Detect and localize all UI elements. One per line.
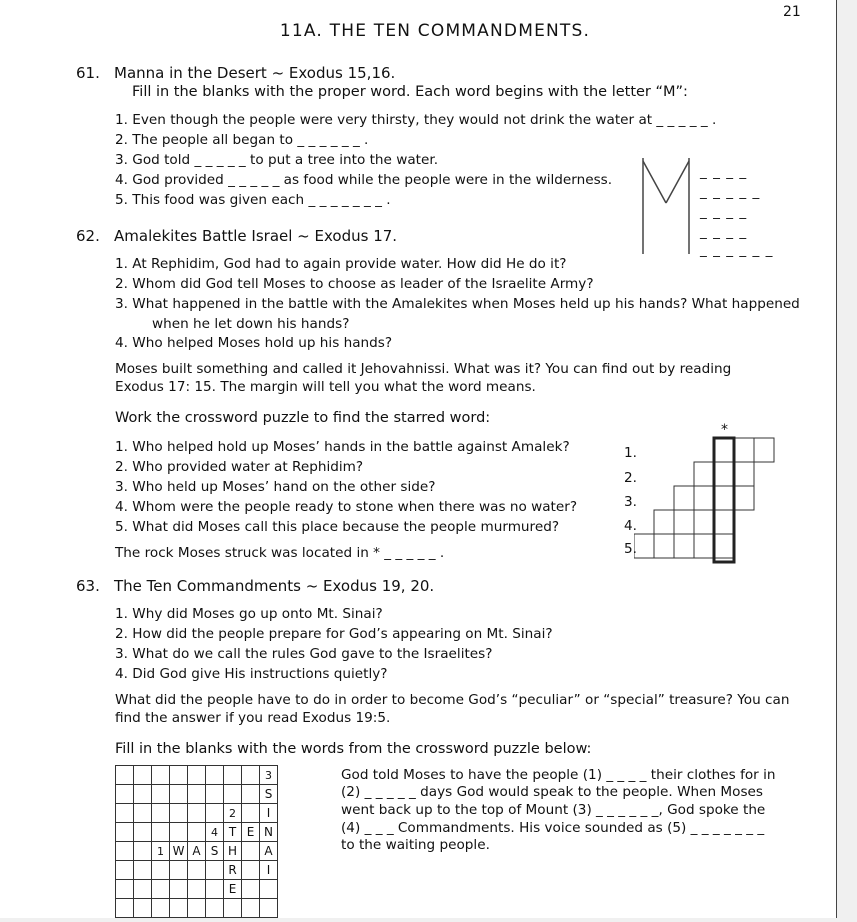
rock-question: The rock Moses struck was located in * _ _ _ _ _ . — [115, 545, 445, 561]
m-letter-graphic — [640, 158, 696, 258]
grid-cell — [224, 899, 242, 918]
grid-cell — [242, 861, 260, 880]
paragraph: Exodus 17: 15. The margin will tell you what the word means. — [115, 379, 536, 395]
grid-cell: S — [260, 785, 278, 804]
grid-cell: A — [260, 842, 278, 861]
grid-cell — [188, 861, 206, 880]
grid-cell — [134, 823, 152, 842]
section-title: The Ten Commandments ~ Exodus 19, 20. — [114, 577, 435, 595]
crossword-clue: 3. Who held up Moses’ hand on the other side? — [115, 479, 436, 495]
grid-row-number: 1. — [624, 445, 637, 461]
grid-cell: 1 — [152, 842, 170, 861]
grid-cell — [188, 804, 206, 823]
grid-cell — [152, 823, 170, 842]
question-item: 2. The people all began to _ _ _ _ _ _ . — [115, 132, 369, 148]
grid-cell — [152, 785, 170, 804]
grid-cell: E — [224, 880, 242, 899]
commandments-crossword-grid — [115, 765, 278, 918]
grid-row — [116, 766, 278, 785]
crossword-clue: 1. Who helped hold up Moses’ hands in the battle against Amalek? — [115, 439, 570, 455]
question-item: 4. Who helped Moses hold up his hands? — [115, 335, 393, 351]
grid-cell — [206, 804, 224, 823]
grid-cell — [206, 861, 224, 880]
section-61-heading — [76, 64, 395, 82]
grid-cell — [170, 766, 188, 785]
grid-cell — [170, 804, 188, 823]
grid-cell — [206, 880, 224, 899]
grid-cell — [116, 880, 134, 899]
grid-cell — [188, 899, 206, 918]
grid-cell — [116, 842, 134, 861]
fill-heading: Fill in the blanks with the words from the crossword puzzle below: — [115, 741, 592, 757]
grid-row-number: 2. — [624, 470, 637, 486]
page-title: 11A. THE TEN COMMANDMENTS. — [279, 21, 591, 41]
grid-cell: H — [224, 842, 242, 861]
grid-cell: R — [224, 861, 242, 880]
question-item: 3. What do we call the rules God gave to the Israelites? — [115, 646, 493, 662]
section-title: Amalekites Battle Israel ~ Exodus 17. — [114, 227, 398, 245]
crossword-clue: 5. What did Moses call this place because the people murmured? — [115, 519, 560, 535]
m-blank: _ _ _ _ — [700, 164, 748, 180]
question-item: 3. What happened in the battle with the Amalekites when Moses held up his hands? What happened — [115, 296, 800, 312]
grid-cell — [116, 785, 134, 804]
grid-cell — [116, 804, 134, 823]
grid-cell — [260, 880, 278, 899]
grid-cell — [152, 861, 170, 880]
grid-cell — [242, 785, 260, 804]
grid-cell — [188, 823, 206, 842]
grid-cell — [116, 823, 134, 842]
question-item: 5. This food was given each _ _ _ _ _ _ _ . — [115, 192, 391, 208]
grid-cell — [134, 766, 152, 785]
question-item-continued: when he let down his hands? — [152, 316, 350, 332]
grid-cell — [152, 899, 170, 918]
grid-cell — [134, 804, 152, 823]
grid-cell — [242, 804, 260, 823]
grid-cell — [134, 785, 152, 804]
grid-row-number: 4. — [624, 518, 637, 534]
grid-cell — [134, 842, 152, 861]
grid-cell — [206, 766, 224, 785]
question-item: 1. Why did Moses go up onto Mt. Sinai? — [115, 606, 383, 622]
grid-cell — [224, 766, 242, 785]
paragraph: Moses built something and called it Jehovahnissi. What was it? You can find out by reading — [115, 361, 732, 377]
grid-cell — [152, 880, 170, 899]
grid-cell — [152, 766, 170, 785]
grid-cell — [134, 861, 152, 880]
grid-cell — [116, 766, 134, 785]
grid-cell: T — [224, 823, 242, 842]
star-marker: * — [721, 422, 728, 438]
grid-cell: N — [260, 823, 278, 842]
page-number: 21 — [783, 4, 801, 20]
question-item: 1. Even though the people were very thirsty, they would not drink the water at _ _ _ _ _ . — [115, 112, 717, 128]
fill-text-line: went back up to the top of Mount (3) _ _ _ _ _ _, God spoke the — [341, 802, 766, 818]
grid-cell — [188, 766, 206, 785]
grid-cell: 2 — [224, 804, 242, 823]
grid-cell: A — [188, 842, 206, 861]
crossword-clue: 2. Who provided water at Rephidim? — [115, 459, 364, 475]
fill-text-line: (4) _ _ _ Commandments. His voice sounded as (5) _ _ _ _ _ _ _ — [341, 820, 765, 836]
grid-cell — [170, 880, 188, 899]
grid-cell: W — [170, 842, 188, 861]
fill-text-line: to the waiting people. — [341, 837, 490, 853]
grid-row — [116, 842, 278, 861]
grid-row — [116, 804, 278, 823]
question-item: 3. God told _ _ _ _ _ to put a tree into the water. — [115, 152, 439, 168]
grid-cell: 4 — [206, 823, 224, 842]
grid-cell — [242, 880, 260, 899]
grid-row-number: 5. — [624, 541, 637, 557]
question-item: 2. Whom did God tell Moses to choose as leader of the Israelite Army? — [115, 276, 594, 292]
grid-cell — [134, 899, 152, 918]
section-62-heading — [76, 227, 397, 245]
grid-cell — [206, 899, 224, 918]
grid-row — [116, 861, 278, 880]
grid-row-number: 3. — [624, 494, 637, 510]
question-item: 2. How did the people prepare for God’s appearing on Mt. Sinai? — [115, 626, 553, 642]
grid-cell — [170, 785, 188, 804]
grid-cell — [188, 880, 206, 899]
grid-cell — [152, 804, 170, 823]
section-number: 63. — [76, 577, 100, 595]
m-blank: _ _ _ _ _ — [700, 184, 761, 200]
paragraph: find the answer if you read Exodus 19:5. — [115, 710, 391, 726]
grid-cell — [134, 880, 152, 899]
grid-cell — [224, 785, 242, 804]
crossword-clue: 4. Whom were the people ready to stone when there was no water? — [115, 499, 578, 515]
section-title: Manna in the Desert ~ Exodus 15,16. — [114, 64, 396, 82]
grid-cell: I — [260, 861, 278, 880]
grid-cell — [260, 899, 278, 918]
section-number: 62. — [76, 227, 100, 245]
grid-cell — [116, 899, 134, 918]
grid-cell — [170, 823, 188, 842]
grid-cell — [242, 766, 260, 785]
grid-cell — [206, 785, 224, 804]
fill-text-line: (2) _ _ _ _ _ days God would speak to the people. When Moses — [341, 784, 763, 800]
grid-cell: E — [242, 823, 260, 842]
crossword-heading: Work the crossword puzzle to find the starred word: — [115, 410, 491, 426]
grid-row — [116, 880, 278, 899]
grid-row — [116, 899, 278, 918]
section-63-heading — [76, 577, 434, 595]
grid-cell — [170, 861, 188, 880]
grid-row — [116, 823, 278, 842]
starred-crossword-grid — [634, 436, 776, 566]
grid-cell — [188, 785, 206, 804]
grid-cell — [116, 861, 134, 880]
question-item: 1. At Rephidim, God had to again provide water. How did He do it? — [115, 256, 567, 272]
grid-cell: 3 — [260, 766, 278, 785]
grid-cell — [242, 899, 260, 918]
fill-text-line: God told Moses to have the people (1) _ _ _ _ their clothes for in — [341, 767, 776, 783]
grid-row — [116, 785, 278, 804]
question-item: 4. God provided _ _ _ _ _ as food while the people were in the wilderness. — [115, 172, 613, 188]
grid-cell: S — [206, 842, 224, 861]
grid-cell — [242, 842, 260, 861]
m-blank: _ _ _ _ — [700, 204, 748, 220]
section-61-instruction: Fill in the blanks with the proper word. Each word begins with the letter “M”: — [132, 84, 688, 100]
grid-cell: I — [260, 804, 278, 823]
question-item: 4. Did God give His instructions quietly? — [115, 666, 388, 682]
grid-cell — [170, 899, 188, 918]
section-number: 61. — [76, 64, 100, 82]
m-blank: _ _ _ _ — [700, 224, 748, 240]
paragraph: What did the people have to do in order to become God’s “peculiar” or “special” treasure? You can — [115, 692, 790, 708]
m-blank: _ _ _ _ _ _ — [700, 242, 774, 258]
